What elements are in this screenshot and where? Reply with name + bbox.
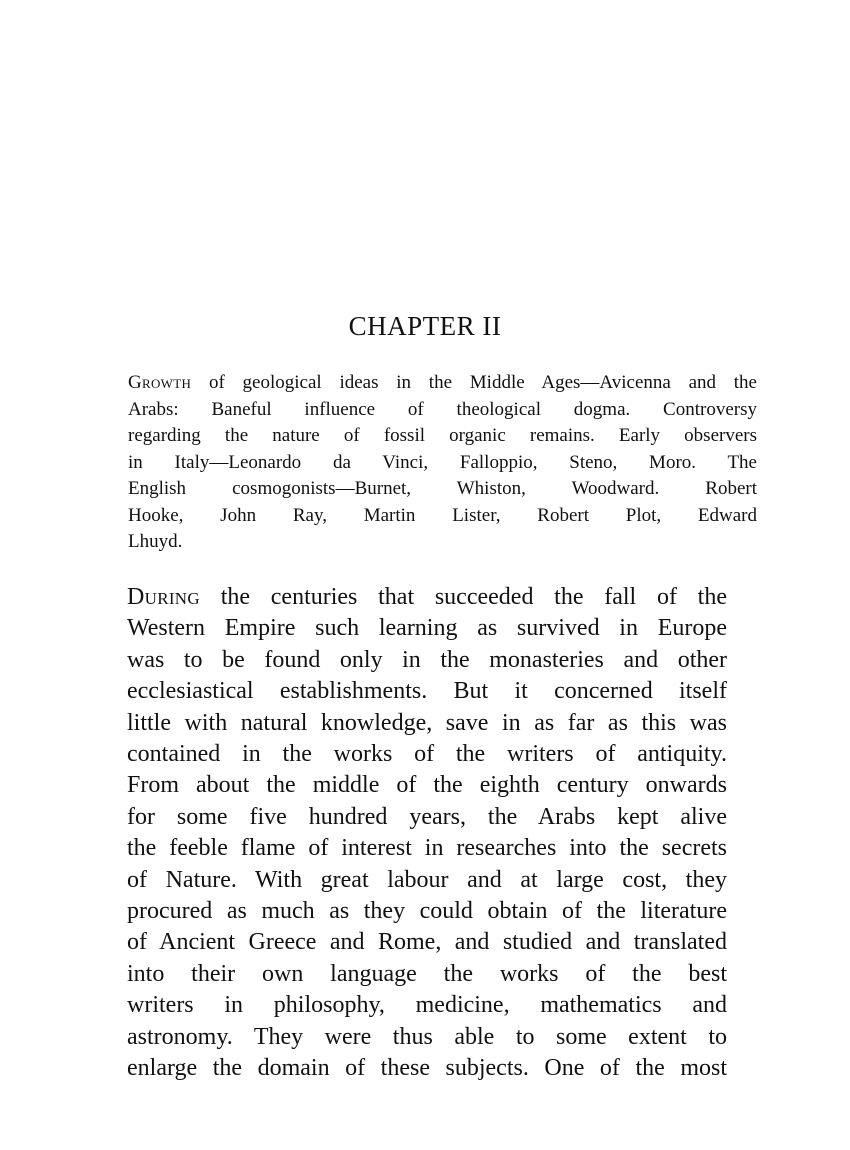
summary-line: Hooke, John Ray, Martin Lister, Robert Plot, Edward	[128, 504, 757, 526]
body-line: procured as much as they could obtain of the literature	[127, 898, 727, 925]
body-line: for some five hundred years, the Arabs kept alive	[127, 803, 727, 830]
body-paragraph	[127, 582, 727, 1085]
summary-line: in Italy—Leonardo da Vinci, Falloppio, Steno, Moro. The	[128, 451, 757, 473]
body-line: writers in philosophy, medicine, mathematics and	[127, 992, 727, 1019]
summary-line-text: of geological ideas in the Middle Ages—Avicenna and the	[191, 372, 757, 393]
summary-line: Arabs: Baneful influence of theological dogma. Controversy	[128, 398, 757, 420]
body-line: contained in the works of the writers of antiquity.	[127, 741, 727, 768]
body-line-text: the centuries that succeeded the fall of the	[199, 584, 727, 610]
body-line: From about the middle of the eighth century onwards	[127, 772, 727, 799]
body-line: little with natural knowledge, save in as far as this was	[127, 709, 727, 736]
body-line: was to be found only in the monasteries and other	[127, 646, 727, 673]
body-line: enlarge the domain of these subjects. One of the most	[127, 1055, 727, 1082]
chapter-summary	[128, 370, 757, 556]
summary-line: Lhuyd.	[128, 531, 183, 552]
chapter-title: CHAPTER II	[348, 311, 502, 341]
body-line: of Nature. With great labour and at large cost, they	[127, 866, 727, 893]
body-lead-word: During	[127, 584, 200, 610]
body-line	[127, 582, 727, 613]
summary-line	[128, 370, 757, 397]
body-line: ecclesiastical establishments. But it concerned itself	[127, 678, 727, 705]
summary-lead-word: Growth	[128, 372, 192, 393]
summary-line: regarding the nature of fossil organic remains. Early observers	[128, 425, 757, 446]
body-line: astronomy. They were thus able to some extent to	[127, 1023, 727, 1050]
body-line: the feeble flame of interest in researches into the secrets	[127, 835, 727, 862]
body-line: of Ancient Greece and Rome, and studied and translated	[127, 929, 727, 956]
summary-line: English cosmogonists—Burnet, Whiston, Woodward. Robert	[128, 478, 757, 499]
body-line: into their own language the works of the best	[127, 960, 727, 987]
body-line: Western Empire such learning as survived in Europe	[127, 615, 727, 642]
